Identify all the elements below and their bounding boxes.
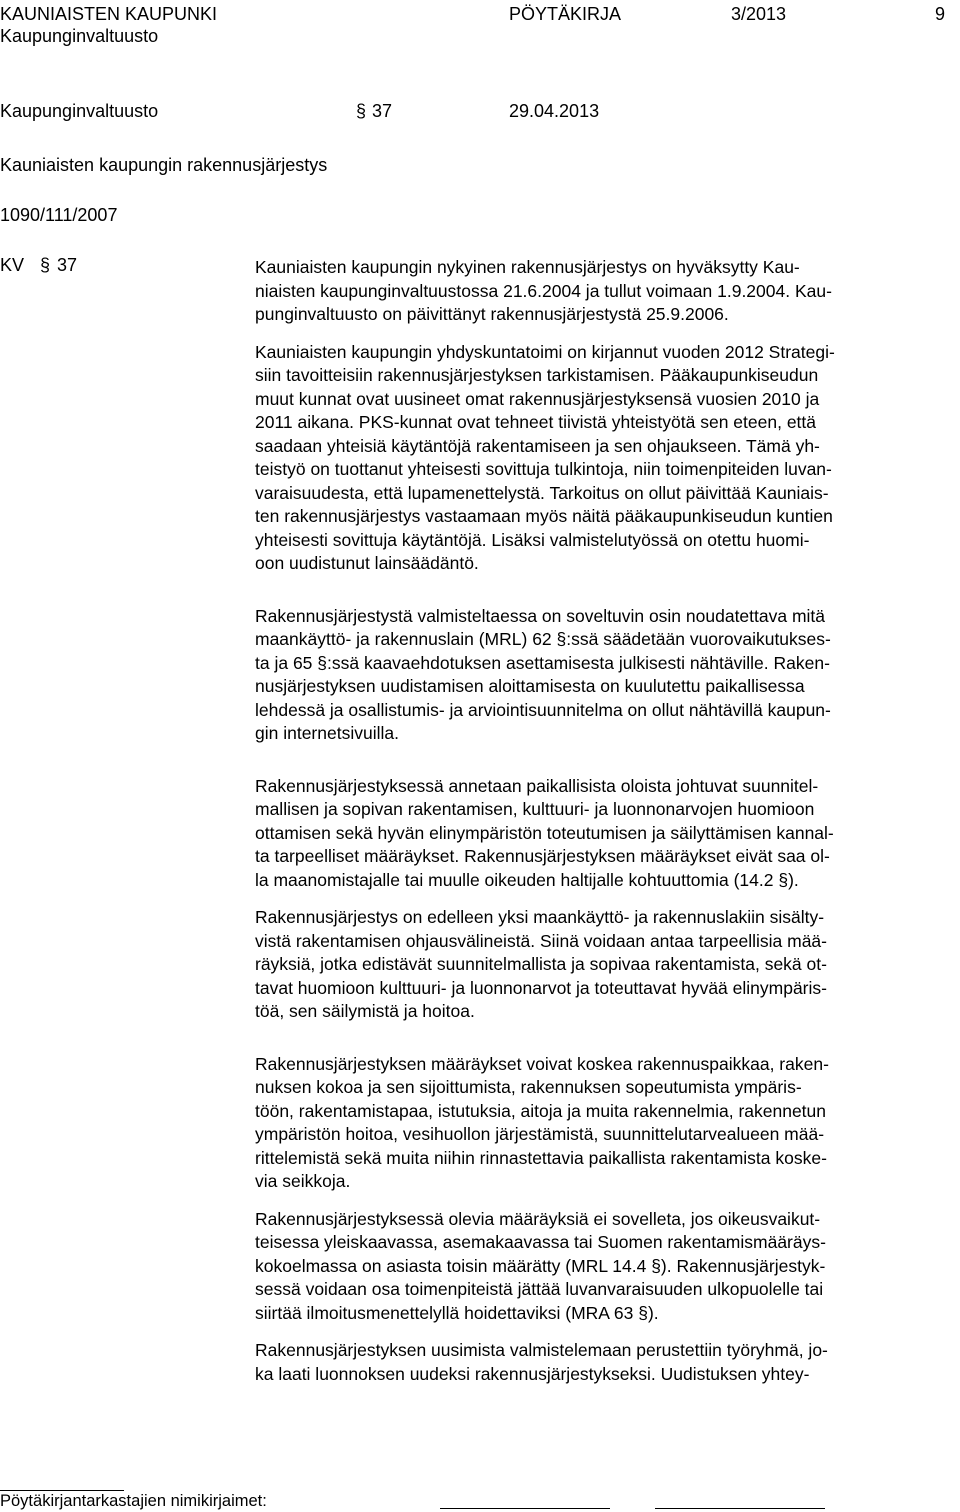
org-name: KAUNIAISTEN KAUPUNKI: [0, 4, 218, 24]
header-body: Kaupunginvaltuusto: [0, 26, 159, 46]
doc-number: 3/2013: [731, 4, 787, 24]
meeting-date: 29.04.2013: [509, 101, 600, 121]
body-text: [255, 256, 955, 1386]
paragraph: Rakennusjärjestyksen määräykset voivat koskea rakennuspaikkaa, raken- nuksen kokoa ja sen sijoittumista, rakennuksen sopeutumista ympäris- töön, rakentamistapaa, istutuksia, aitoja ja muita rakennelmia, rakennetun ympäristön hoitoa, vesihuollon järjestämistä, suunnittelutarvealueen mää- rittelemistä sekä muita niihin rinnastettavia paikallista rakentamista koske- via seikkoja.: [255, 1053, 829, 1191]
signature-line: [440, 1508, 610, 1509]
paragraph: Rakennusjärjestyksen uusimista valmistelemaan perustettiin työryhmä, jo- ka laati luonnoksen uudeksi rakennusjärjestykseksi. Uudistuksen yhtey-: [255, 1340, 828, 1384]
diary-number: 1090/111/2007: [0, 205, 118, 225]
section-sign-icon: §: [40, 255, 51, 275]
paragraph: Rakennusjärjestys on edelleen yksi maankäyttö- ja rakennuslakiin sisälty- vistä rakentamisen ohjausvälineistä. Siinä voidaan antaa tarpeellisia mää- räyksiä, jotka edistävät suunnitelmallista ja sopivaa rakentamista, sekä ot- tavat huomioon kulttuuri- ja luonnonarvot ja toteuttavat hyvää elinympäris- töä, sen säilymistä ja hoitoa.: [255, 907, 827, 1021]
paragraph: Rakennusjärjestyksessä annetaan paikallisista oloista johtuvat suunnitel- mallisen ja sopivan rakentamisen, kulttuuri- ja luonnonarvojen huomioon ottamisen sekä hyvän elinympäristön toteutumisen ja säilyttämisen kannal- ta tarpeelliset määräykset. Rakennusjärjestyksen määräykset eivät saa ol- la maanomistajalle tai muulle oikeuden haltijalle kohtuuttomia (14.2 §).: [255, 775, 834, 890]
footer-label: Pöytäkirjantarkastajien nimikirjaimet:: [0, 1492, 267, 1510]
paragraph: Rakennusjärjestystä valmisteltaessa on soveltuvin osin noudatettava mitä maankäyttö- ja rakennuslain (MRL) 62 §:ssä säädetään vuorovaikutukses- ta ja 65 §:ssä kaavaehdotuksen asettamisesta julkisesti nähtäville. Raken- nusjärjestyksen uudistamisen aloittamisesta on kuulutettu paikallisessa lehdessä ja osallistumis- ja arviointisuunnitelma on ollut nähtävillä kaupun- gin internetsivuilla.: [255, 605, 831, 743]
item-title: Kauniaisten kaupungin rakennusjärjestys: [0, 155, 328, 175]
signature-line: [655, 1508, 825, 1509]
paragraph: Kauniaisten kaupungin yhdyskuntatoimi on kirjannut vuoden 2012 Strategi- siin tavoitteisiin rakennusjärjestyksen tarkistamisen. Pääkaupunkiseudun muut kunnat ovat uusineet omat rakennusjärjestyksensä vuosien 2010 ja 2011 aikana. PKS-kunnat ovat tehneet tiivistä yhteistyötä sen eteen, että saadaan yhteisiä käytäntöjä rakentamiseen ja sen ohjaukseen. Tämä yh- teistyö on tuottanut yhteisesti sovittuja tulkintoja, niin toimenpiteiden luvan- varaisuudesta, että lupamenettelystä. Tarkoitus on ollut päivittää Kauniais- ten rakennusjärjestys vastaamaan myös näitä pääkaupunkiseudun kuntien yhteisesti sovittuja käytäntöjä. Lisäksi valmistelutyössä on otettu huomi- oon uudistunut lainsäädäntö.: [255, 341, 835, 573]
page-number: 9: [935, 4, 946, 24]
meeting-body: Kaupunginvaltuusto: [0, 101, 159, 121]
doc-type: PÖYTÄKIRJA: [509, 4, 622, 24]
paragraph: Kauniaisten kaupungin nykyinen rakennusjärjestys on hyväksytty Kau- niaisten kaupunginvaltuustossa 21.6.2004 ja tullut voimaan 1.9.2004. Kau- punginvaltuusto on päivittänyt rakennusjärjestystä 25.9.2006.: [255, 257, 832, 324]
section-sign-icon: §: [356, 101, 367, 121]
ref-body: KV: [0, 255, 25, 275]
paragraph: Rakennusjärjestyksessä olevia määräyksiä ei sovelleta, jos oikeusvaikut- teisessa yleiskaavassa, asemakaavassa tai Suomen rakentamismääräys- kokoelmassa on asiasta toisin määrätty (MRL 14.4 §). Rakennusjärjestyk- sessä voidaan osa toimenpiteistä jättää luvanvaraisuuden ulkopuolelle tai siirtää ilmoitusmenettelyllä hoidettaviksi (MRA 63 §).: [255, 1208, 826, 1323]
ref-section: 37: [57, 255, 78, 275]
meeting-section: 37: [372, 101, 393, 121]
